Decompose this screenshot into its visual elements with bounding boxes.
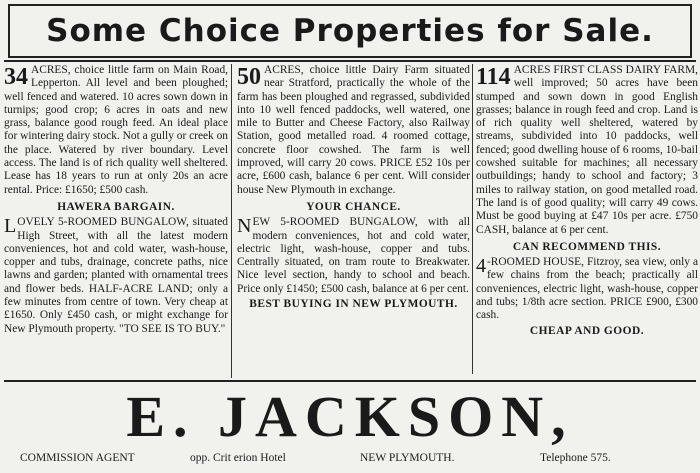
listing-text: EW 5-ROOMED BUNGALOW, with all modern conveniences, hot and cold water, electric light, wash-house, copper and tubs. Centrally situated, on tram route to Breakwater. Nice level section, handy to school and beach. Price only £1450; £500 cash, balance at 6 per cent. (237, 216, 470, 295)
column-divider (472, 64, 473, 374)
bottom-rule (4, 380, 696, 382)
agent-role: COMMISSION AGENT (20, 452, 135, 464)
listing-column-3 (476, 64, 698, 369)
listing-text: ACRES, choice little farm on Main Road, Lepperton. All level and been ploughed; well fenced and watered. 10 acres sown down in turnips; good crop; 6 acres in oats and new grass, balance good rough feed. An ideal place for wintering dairy stock. Not a gully or creek on the place. Watered by river boundary. Level access. The land is of rich quality well sheltered. Lease has 18 years to run at only 20s an acre rental. Price: £1650; £500 cash. (4, 64, 228, 196)
listing-column-2 (237, 64, 470, 374)
listing-text: -ROOMED HOUSE, Fitzroy, sea view, only a few chains from the beach; practically all conveniences, electric light, wash-house, copper and tubs; 1/8th acre section. PRICE £900, £300 cash. (476, 256, 698, 322)
listing-dairy-farm (476, 64, 698, 237)
listing-lepperton-farm (4, 64, 228, 197)
listing-hawera-bungalow (4, 216, 228, 336)
section-footer-heading: BEST BUYING IN NEW PLYMOUTH. (249, 298, 458, 311)
agent-address: opp. Crit erion Hotel (190, 452, 286, 464)
listing-acreage: 34 (4, 64, 28, 90)
agent-city: NEW PLYMOUTH. (360, 452, 455, 464)
top-rule (4, 60, 696, 62)
column-divider (231, 64, 232, 378)
listing-stratford-farm (237, 64, 470, 197)
agent-phone: Telephone 575. (540, 452, 611, 464)
page-title: Some Choice Properties for Sale. (8, 4, 692, 58)
listing-fitzroy-house (476, 256, 698, 322)
agent-name: E. JACKSON, (126, 384, 574, 449)
section-footer-heading: CHEAP AND GOOD. (529, 324, 645, 337)
section-heading: YOUR CHANCE. (306, 200, 401, 213)
agent-footer (20, 452, 680, 470)
listing-new-bungalow (237, 216, 470, 296)
drop-initial: 4 (476, 255, 486, 278)
drop-initial: L (4, 215, 17, 238)
section-heading: HAWERA BARGAIN. (57, 200, 175, 213)
listing-column-1 (4, 64, 228, 380)
section-heading: CAN RECOMMEND THIS. (512, 240, 662, 253)
listing-text: ACRES, choice little Dairy Farm situated near Stratford, practically the whole of the farm has been ploughed and regrassed, subdivided into 10 well fenced paddocks, well watered, one mile to Butter and Cheese Factory, also Railway Station, good metalled road. 4 roomed cottage, concrete floor cowshed. The farm is well improved, will carry 20 cows. PRICE £52 10s per acre, £600 cash, balance 6 per cent. Will consider house New Plymouth in exchange. (237, 64, 470, 196)
listing-acreage: 50 (237, 64, 261, 90)
listing-text: ACRES FIRST CLASS DAIRY FARM, well improved; 50 acres have been stumped and sown down in good English grasses; balance in rough feed and crop. Land is of rich quality well sheltered, watered by streams, subdivided into 10 paddocks, well fenced; good dwelling house of 6 rooms, 10-bail cowshed suitable for machines; all necessary outbuildings; handy to school and factory; 3 miles to railway station, on good metalled road. The land is of good quality; will carry 49 cows. Must be good buying at £47 10s per acre. £750 CASH, balance at 6 per cent. (476, 64, 698, 236)
listing-text: OVELY 5-ROOMED BUNGALOW, situated High Street, with all the latest modern conveniences, hot and cold water, wash-house, copper and tubs, drainage, concrete paths, nice lawns and garden; planted with ornamental trees and flower beds. HALF-ACRE LAND; only a few minutes from centre of town. Very cheap at £1650. Only £450 cash, or might exchange for New Plymouth property. "TO SEE IS TO BUY." (4, 216, 228, 335)
drop-initial: N (237, 215, 252, 238)
listing-acreage: 114 (476, 64, 511, 90)
